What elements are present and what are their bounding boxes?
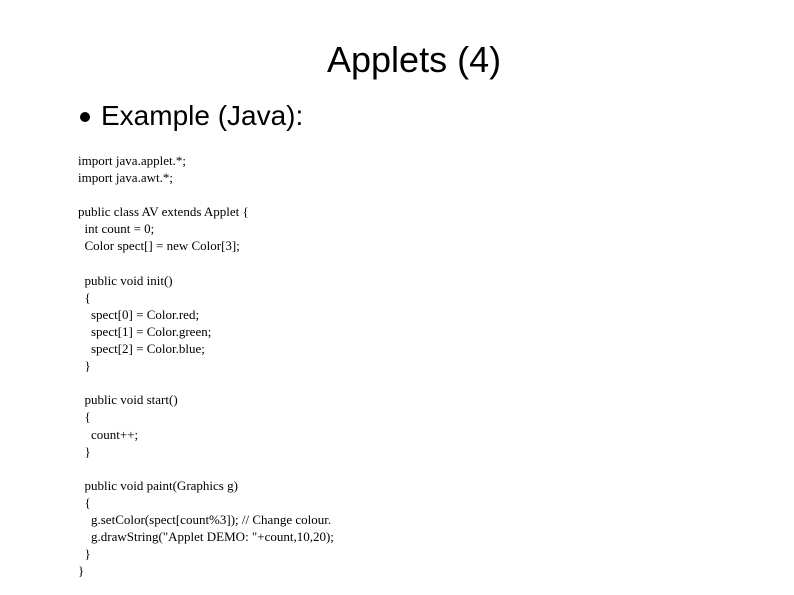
code-line: Color spect[] = new Color[3]; xyxy=(78,238,240,254)
bullet-text: Example (Java): xyxy=(101,100,304,131)
code-line: } xyxy=(78,443,91,459)
code-line xyxy=(78,255,334,272)
code-line: { xyxy=(78,494,91,510)
code-line: spect[0] = Color.red; xyxy=(78,306,200,322)
code-line: public void paint(Graphics g) xyxy=(78,477,238,493)
code-line: } xyxy=(78,546,91,562)
code-line: count++; xyxy=(78,426,139,442)
code-line xyxy=(78,460,334,477)
code-line: { xyxy=(78,289,91,305)
code-block xyxy=(78,152,334,579)
code-line: } xyxy=(78,563,85,579)
code-line: import java.applet.*; xyxy=(78,153,186,168)
code-line: public void init() xyxy=(78,272,173,288)
code-line: int count = 0; xyxy=(78,221,155,237)
code-line: } xyxy=(78,358,91,374)
bullet-dot-icon xyxy=(80,112,90,122)
code-line: spect[1] = Color.green; xyxy=(78,323,212,339)
slide-title: Applets (4) xyxy=(327,39,502,80)
code-line xyxy=(78,374,334,391)
code-line: spect[2] = Color.blue; xyxy=(78,341,205,357)
code-line: g.setColor(spect[count%3]); // Change colour. xyxy=(78,511,332,527)
code-line: g.drawString("Applet DEMO: "+count,10,20); xyxy=(78,529,334,545)
code-line: { xyxy=(78,409,91,425)
code-line: import java.awt.*; xyxy=(78,170,173,186)
bullet-item xyxy=(80,98,303,134)
code-line xyxy=(78,186,334,203)
code-line: public class AV extends Applet { xyxy=(78,204,249,220)
code-line: public void start() xyxy=(78,392,178,408)
